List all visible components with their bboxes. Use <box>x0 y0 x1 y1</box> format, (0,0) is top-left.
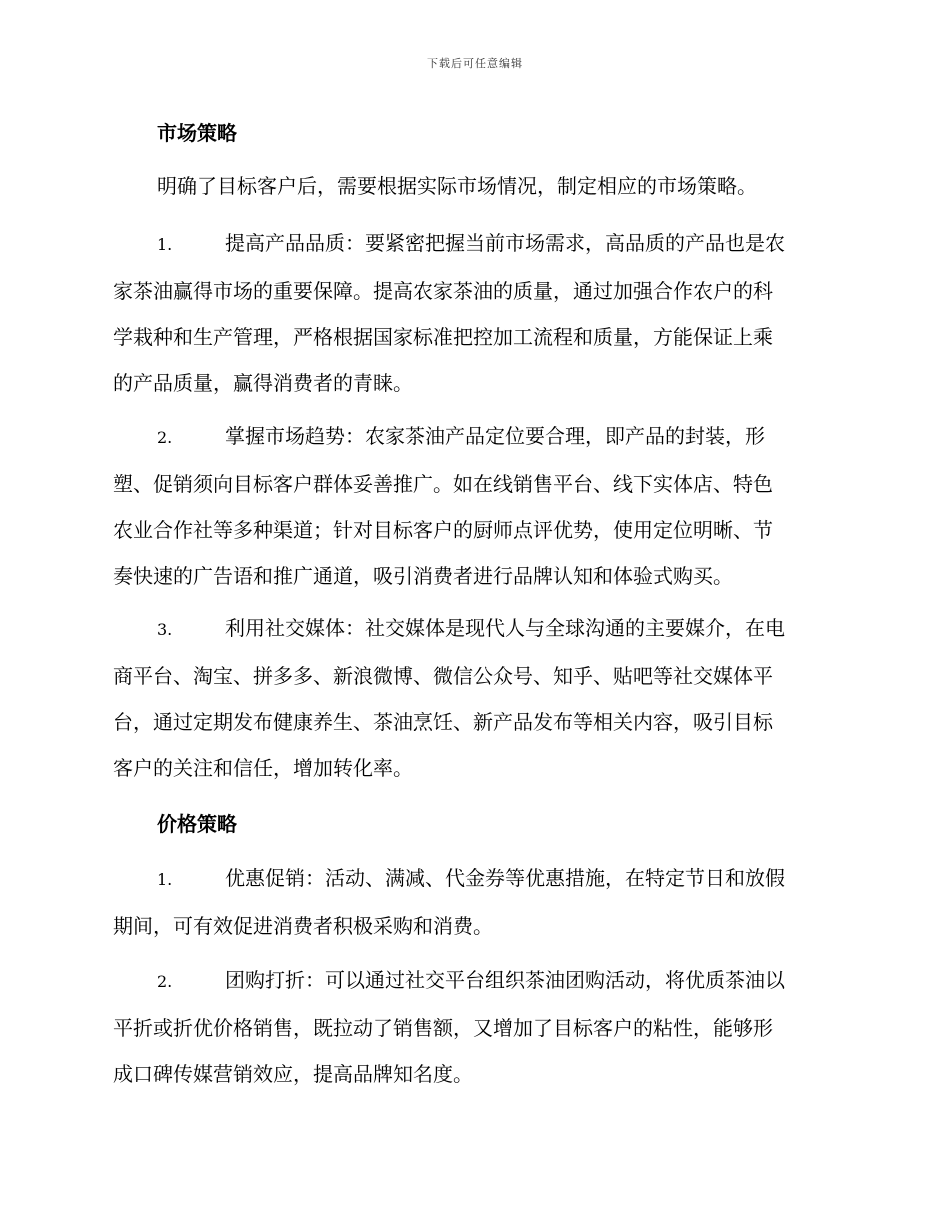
item-line: 塑、促销须向目标客户群体妥善推广。如在线销售平台、线下实体店、特色 <box>113 472 773 496</box>
item-line: 的产品质量，赢得消费者的青睐。 <box>113 371 413 395</box>
item-line: 掌握市场趋势：农家茶油产品定位要合理，即产品的封装，形 <box>225 424 765 448</box>
item-line: 优惠促销：活动、满减、代金券等优惠措施，在特定节日和放假 <box>225 866 785 890</box>
item-number: 2. <box>157 972 173 991</box>
item-line: 奏快速的广告语和推广通道，吸引消费者进行品牌认知和体验式购买。 <box>113 564 733 588</box>
item-line: 利用社交媒体：社交媒体是现代人与全球沟通的主要媒介，在电 <box>225 616 785 640</box>
item-line: 台，通过定期发布健康养生、茶油烹饪、新产品发布等相关内容，吸引目标 <box>113 710 773 734</box>
item-line: 提高产品品质：要紧密把握当前市场需求，高品质的产品也是农 <box>225 231 785 255</box>
item-line: 团购打折：可以通过社交平台组织茶油团购活动，将优质茶油以 <box>225 968 785 992</box>
item-number: 1. <box>157 870 173 889</box>
item-line: 成口碑传媒营销效应，提高品牌知名度。 <box>113 1062 473 1086</box>
market-item-1 <box>113 220 833 406</box>
item-number: 2. <box>157 428 173 447</box>
item-number: 1. <box>157 235 173 254</box>
item-line: 农业合作社等多种渠道；针对目标客户的厨师点评优势，使用定位明晰、节 <box>113 518 773 542</box>
market-intro-text: 明确了目标客户后，需要根据实际市场情况，制定相应的市场策略。 <box>157 174 757 198</box>
item-line: 家茶油赢得市场的重要保障。提高农家茶油的质量，通过加强合作农户的科 <box>113 279 773 303</box>
item-line: 学栽种和生产管理，严格根据国家标准把控加工流程和质量，方能保证上乘 <box>113 325 773 349</box>
item-line: 商平台、淘宝、拼多多、新浪微博、微信公众号、知乎、贴吧等社交媒体平 <box>113 664 773 688</box>
price-item-2 <box>113 957 833 1097</box>
item-line: 期间，可有效促进消费者积极采购和消费。 <box>113 914 493 938</box>
item-line: 平折或折优价格销售，既拉动了销售额，又增加了目标客户的粘性，能够形 <box>113 1016 773 1040</box>
market-item-3 <box>113 605 833 791</box>
market-intro <box>113 163 833 209</box>
section-title-price: 价格策略 <box>157 812 237 836</box>
section-title-market: 市场策略 <box>157 121 237 145</box>
item-line: 客户的关注和信任，增加转化率。 <box>113 756 413 780</box>
header-note: 下载后可任意编辑 <box>427 57 523 70</box>
market-item-2 <box>113 413 833 599</box>
item-number: 3. <box>157 620 173 639</box>
price-item-1 <box>113 855 833 949</box>
